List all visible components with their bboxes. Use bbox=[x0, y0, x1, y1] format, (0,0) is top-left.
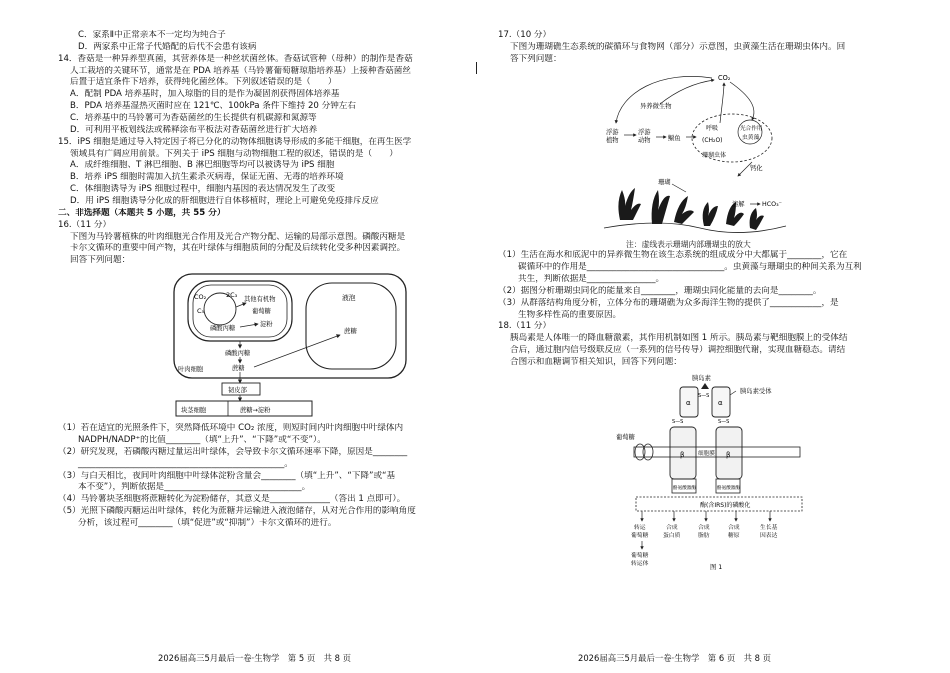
starch-inner-label: 淀粉 bbox=[260, 321, 273, 329]
dissolve-label: 溶解 bbox=[732, 200, 745, 208]
kinase-label-left: 酪氨酸激酶 bbox=[673, 485, 696, 491]
text-line: 二、非选择题（本题共 5 小题，共 55 分） bbox=[58, 207, 226, 218]
co2-reef-label: CO₂ bbox=[718, 73, 731, 82]
coral-reef-diagram bbox=[600, 68, 790, 240]
phytoplankton-label-2: 植物 bbox=[606, 136, 619, 144]
output-protein-2: 蛋白质 bbox=[663, 532, 681, 539]
beta-label-left: β bbox=[680, 450, 685, 459]
output-glycogen-1: 合成 bbox=[728, 524, 740, 531]
heterotrophic-microbes-label: 异养微生物 bbox=[640, 102, 672, 110]
sucrose-vacuole-label: 蔗糖 bbox=[344, 327, 357, 336]
other-organics-label: 其他有机物 bbox=[244, 296, 276, 304]
text-line: B．PDA 培养基湿热灭菌时应在 121℃、100kPa 条件下维持 20 分钟左右 bbox=[70, 101, 356, 112]
glucose-label: 葡萄糖 bbox=[252, 308, 271, 316]
output-fat-2: 脂肪 bbox=[698, 532, 710, 539]
text-line: 15．iPS 细胞是通过导入特定因子将已分化的动物体细胞诱导形成的多能干细胞，在再生医学 bbox=[58, 136, 412, 147]
photosynthesis-diagram-svg bbox=[170, 271, 410, 419]
coral-reef-diagram-svg bbox=[600, 68, 790, 240]
phytoplankton-label-1: 浮游 bbox=[606, 128, 619, 136]
subquestion-line: （2）研究发现，若磷酸丙糖过量运出叶绿体，会导致卡尔文循环速率下降，原因是________ bbox=[58, 446, 408, 457]
subquestion-line: 碳循环中的作用是________________________________。虫黄藻与珊瑚虫的种间关系为互利 bbox=[518, 262, 862, 273]
triose-phosphate-inner-label: 磷酸丙糖 bbox=[210, 325, 236, 333]
text-line: C．培养基中的马铃薯可为香菇菌丝的生长提供有机碳源和氮源等 bbox=[70, 113, 317, 124]
right-page bbox=[498, 30, 898, 579]
text-line: 人工栽培的关键环节，通常是在 PDA 培养基（马铃薯葡萄糖琼脂培养基）上接种香菇菌丝 bbox=[70, 65, 411, 76]
text-line: 下图为马铃薯植株的叶肉细胞光合作用及光合产物分配、运输的局部示意图。磷酸丙糖是 bbox=[70, 231, 406, 242]
subquestion-line: 分析，该过程可________（填“促进”或“抑制”）卡尔文循环的进行。 bbox=[78, 518, 337, 529]
coral-label: 珊瑚 bbox=[658, 178, 671, 186]
sucrose-middle-label: 蔗糖 bbox=[232, 365, 245, 373]
q16-subquestions bbox=[58, 423, 463, 530]
output-gene-1: 生长基 bbox=[760, 524, 778, 531]
subquestion-line: （1）若在适宜的光照条件下，突然降低环境中 CO₂ 浓度，则短时间内叶肉细胞中叶绿体内 bbox=[58, 423, 404, 434]
chloroplast-inner-membrane bbox=[193, 285, 287, 337]
subquestion-line: NADPH/NADP⁺的比值________（填“上升”、“下降”或“不变”）。 bbox=[78, 435, 326, 446]
alpha-label-left: α bbox=[686, 398, 691, 407]
q17-heading: 17.（10 分） bbox=[498, 30, 552, 40]
left-page bbox=[58, 30, 463, 530]
ss-bond-left: S—S bbox=[672, 418, 684, 425]
bicarbonate-label: HCO₃⁻ bbox=[762, 200, 782, 208]
tuber-cell-label: 块茎细胞 bbox=[181, 407, 207, 415]
co2-label: CO₂ bbox=[194, 293, 207, 302]
c3-label: 2C₃ bbox=[226, 291, 238, 300]
insulin-label: 胰岛素 bbox=[692, 374, 711, 382]
insulin-receptor-label: 胰岛素受体 bbox=[740, 387, 772, 395]
right-page-footer: 2026届高三5月最后一卷·生物学 第 6 页 共 8 页 bbox=[578, 653, 771, 664]
output-glycogen-2: 糖原 bbox=[728, 532, 740, 539]
insulin-molecule bbox=[701, 383, 709, 389]
glucose-outside-label: 葡萄糖 bbox=[616, 433, 635, 441]
text-line: 回答下列问题： bbox=[70, 255, 131, 266]
ss-bond-right: S—S bbox=[718, 418, 730, 425]
output-transport-1: 转运 bbox=[634, 524, 646, 531]
text-line: C．家系Ⅱ中正常亲本不一定均为纯合子 bbox=[78, 30, 226, 40]
text-line: A．成纤维细胞、T 淋巴细胞、B 淋巴细胞等均可以被诱导为 iPS 细胞 bbox=[70, 160, 335, 171]
q17-subquestions bbox=[498, 250, 898, 321]
zooxanthellae-label: 虫黄藻 bbox=[742, 134, 760, 141]
irs-label: 酶(含IRS)的磷酸化 bbox=[700, 501, 751, 509]
glucose-transporter bbox=[635, 444, 645, 460]
text-line: D．两家系中正常子代婚配的后代不会患有该病 bbox=[78, 41, 257, 52]
kinase-label-right: 酪氨酸激酶 bbox=[717, 485, 740, 491]
q18-intro bbox=[498, 333, 898, 369]
subquestion-line: 共生，判断依据是________________。 bbox=[518, 274, 665, 285]
subquestion-line: （3）从群落结构角度分析，立体分布的珊瑚礁为众多海洋生物的提供了____________，是 bbox=[498, 297, 839, 308]
blenny-label: 鳚鱼 bbox=[668, 134, 681, 142]
output-transport-2: 葡萄糖 bbox=[631, 532, 649, 539]
q18-intro-line: 合后，通过胞内信号级联反应（一系列的信号传导）调控细胞代谢，实现血糖稳态。请结 bbox=[510, 345, 846, 356]
text-line: 后置于适宜条件下培养，获得纯化菌丝体。下列叙述错误的是（ ） bbox=[70, 77, 337, 88]
subquestion-line: （4）马铃薯块茎细胞将蔗糖转化为淀粉储存，其意义是______________（答出 1 点即可）。 bbox=[58, 494, 406, 505]
figure-caption: 图 1 bbox=[710, 563, 723, 571]
subquestion-line: 本不变”），判断依据是________________________________。 bbox=[78, 482, 311, 493]
vacuole-label: 液泡 bbox=[342, 294, 356, 303]
output-fat-1: 合成 bbox=[698, 524, 710, 531]
text-line: 领域具有广阔应用前景。下列关于 iPS 细胞与动物细胞工程的叙述，错误的是（ ） bbox=[70, 148, 398, 159]
text-line: B．培养 iPS 细胞时需加入抗生素杀灭病毒，保证无菌、无毒的培养环境 bbox=[70, 172, 344, 183]
zooplankton-label-2: 动物 bbox=[638, 136, 651, 144]
mesophyll-cell-outline bbox=[174, 274, 406, 378]
text-line: 卡尔文循环的重要中间产物，其在叶绿体与细胞质间的分配及后续转化受多种因素调控。 bbox=[70, 243, 406, 254]
text-line: A．配制 PDA 培养基时，加入琼脂的目的是作为凝固剂获得固体培养基 bbox=[70, 89, 340, 100]
respiration-label: 呼吸 bbox=[706, 124, 719, 132]
q18-intro-line: 胰岛素是人体唯一的降血糖激素，其作用机制如图 1 所示。胰岛素与靶细胞膜上的受体结 bbox=[510, 333, 848, 344]
text-line: D．可利用平板划线法或稀释涂布平板法对香菇菌丝进行扩大培养 bbox=[70, 124, 318, 135]
subquestion-line: （1）生活在海水和底泥中的异养微生物在该生态系统的组成成分中大都属于________，它在 bbox=[498, 250, 848, 261]
subquestion-line: ________________________________________________。 bbox=[78, 458, 293, 469]
q18-intro-line: 合图示和血糖调节相关知识，回答下列问题： bbox=[510, 357, 682, 368]
text-line: D．用 iPS 细胞诱导分化成的肝细胞进行自体移植时，理论上可避免免疫排斥反应 bbox=[70, 196, 379, 207]
subquestion-line: 生物多样性高的重要原因。 bbox=[518, 309, 622, 320]
ch2o-label: (CH₂O) bbox=[702, 136, 723, 144]
phloem-label: 韧皮部 bbox=[228, 387, 247, 395]
transporter-label-1: 葡萄糖 bbox=[631, 552, 649, 559]
beta-label-right: β bbox=[726, 450, 731, 459]
q18-heading: 18.（11 分） bbox=[498, 321, 552, 332]
membrane-label: 细胞膜 bbox=[698, 450, 715, 457]
insulin-mechanism-svg bbox=[614, 371, 804, 579]
transporter-label-2: 转运体 bbox=[631, 560, 649, 567]
alpha-label-right: α bbox=[718, 398, 723, 407]
text-line: C．体细胞诱导为 iPS 细胞过程中，细胞内基因的表达情况发生了改变 bbox=[70, 184, 336, 195]
sucrose-to-starch-label: 蔗糖→淀粉 bbox=[240, 407, 271, 415]
calcification-label: 钙化 bbox=[750, 164, 763, 172]
insulin-mechanism-figure bbox=[614, 371, 804, 579]
subquestion-line: （2）据图分析珊瑚虫同化的能量来自________，珊瑚虫同化能量的去向是________。 bbox=[498, 285, 822, 296]
column-separator bbox=[476, 62, 477, 74]
left-text-block bbox=[58, 30, 463, 267]
c5-label: C₅ bbox=[197, 307, 205, 316]
ss-bond-top: S—S bbox=[698, 392, 710, 399]
q17-intro-line-2: 答下列问题： bbox=[510, 53, 562, 64]
q17-intro-line-1: 下图为珊瑚礁生态系统的碳循环与食物网（部分）示意图，虫黄藻生活在珊瑚虫体内。回 bbox=[510, 41, 846, 52]
subquestion-line: （5）光照下磷酸丙糖运出叶绿体，转化为蔗糖并运输进入液泡储存，从对光合作用的影响角度 bbox=[58, 506, 416, 517]
photosynthesis-diagram bbox=[170, 271, 410, 419]
left-page-footer: 2026届高三5月最后一卷·生物学 第 5 页 共 8 页 bbox=[158, 653, 351, 664]
photosynthesis-label: 光合作用 bbox=[740, 125, 763, 132]
text-line: 16.（11 分） bbox=[58, 219, 112, 230]
zooplankton-label-1: 浮游 bbox=[638, 128, 651, 136]
reef-diagram-note: 注：虚线表示珊瑚内部珊瑚虫的放大 bbox=[626, 239, 751, 249]
output-gene-2: 因表达 bbox=[760, 532, 778, 539]
triose-phosphate-outer-label: 磷酸丙糖 bbox=[225, 350, 251, 358]
subquestion-line: （3）与白天相比，夜间叶肉细胞中叶绿体淀粉含量会________（填“上升”、“下降”或“基 bbox=[58, 470, 396, 481]
mesophyll-label: 叶肉细胞 bbox=[178, 366, 204, 374]
polyp-label: 珊瑚虫体 bbox=[702, 151, 727, 159]
output-protein-1: 合成 bbox=[666, 524, 678, 531]
text-line: 14．香菇是一种异养型真菌，其营养体是一种丝状菌丝体。香菇试管种（母种）的制作是香菇 bbox=[58, 53, 413, 64]
